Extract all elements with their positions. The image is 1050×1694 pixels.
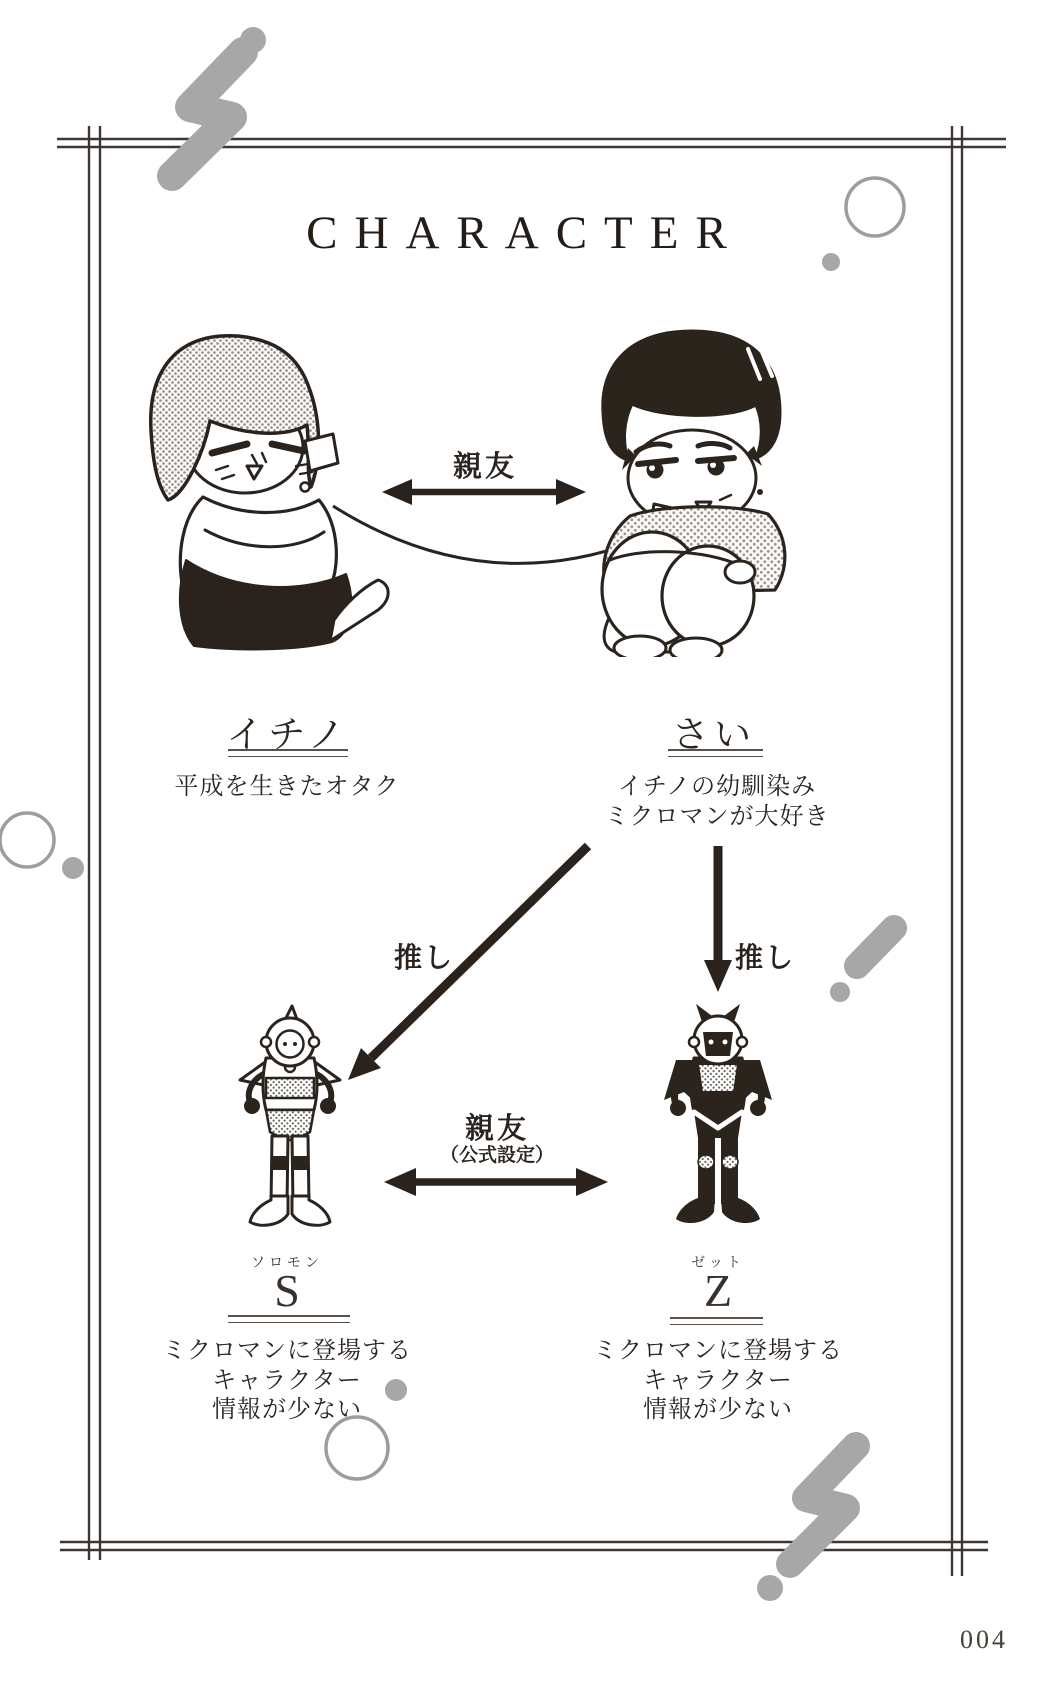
zetto-description-line3: 情報が少ない	[643, 1396, 793, 1423]
dot-decoration-bottom-right	[757, 1575, 783, 1601]
sai-illustration	[578, 325, 802, 657]
zetto-underline	[670, 1317, 763, 1325]
sai-name: さい	[672, 715, 756, 756]
zetto-figure-illustration	[655, 1002, 781, 1238]
lightning-decoration-bottom-right	[790, 1446, 856, 1564]
oshi-label-right: 推し	[734, 942, 795, 973]
ichino-name-underline	[228, 749, 348, 757]
zetto-description	[568, 1336, 868, 1425]
sai-name-underline	[668, 749, 763, 757]
solomon-figure-illustration	[227, 1002, 353, 1238]
dot-decoration-top-left	[240, 27, 266, 53]
page-number: 004	[960, 1625, 1008, 1654]
friend-label-top: 親友	[452, 451, 517, 483]
friend-label-bottom-note: （公式設定）	[439, 1145, 554, 1166]
friend-label-bottom: 親友	[464, 1113, 529, 1145]
solomon-initial: S	[274, 1265, 300, 1316]
sai-description-line2: ミクロマンが大好き	[604, 802, 830, 830]
solomon-underline	[228, 1315, 350, 1323]
dot-decoration-left	[62, 857, 84, 879]
lightning-decoration-top-left	[172, 52, 243, 176]
sai-description-line1: イチノの幼馴染み	[617, 773, 817, 800]
solomon-description-line2: キャラクター	[212, 1366, 362, 1394]
zetto-description-line1: ミクロマンに登場する	[593, 1337, 843, 1364]
oshi-label-left: 推し	[393, 942, 454, 973]
circle-decoration-left	[0, 813, 54, 867]
zetto-furigana: ゼット	[691, 1256, 745, 1271]
circle-decoration-bottom	[326, 1417, 388, 1479]
solomon-description	[137, 1336, 437, 1425]
sai-description	[564, 772, 870, 831]
ichino-name: イチノ	[226, 715, 350, 756]
zetto-description-line2: キャラクター	[643, 1366, 793, 1394]
ichino-illustration	[138, 330, 398, 652]
solomon-description-line3: 情報が少ない	[212, 1396, 362, 1423]
ichino-paper-cup	[305, 434, 338, 471]
solomon-description-line1: ミクロマンに登場する	[162, 1337, 412, 1364]
dot-decoration-right-lower	[830, 982, 850, 1002]
solomon-furigana: ソロモン	[251, 1256, 323, 1271]
friend-arrow-bottom	[384, 1168, 608, 1196]
ichino-description: 平成を生きたオタク	[174, 773, 400, 800]
page-title: CHARACTER	[306, 207, 744, 259]
zetto-initial: Z	[703, 1265, 733, 1316]
